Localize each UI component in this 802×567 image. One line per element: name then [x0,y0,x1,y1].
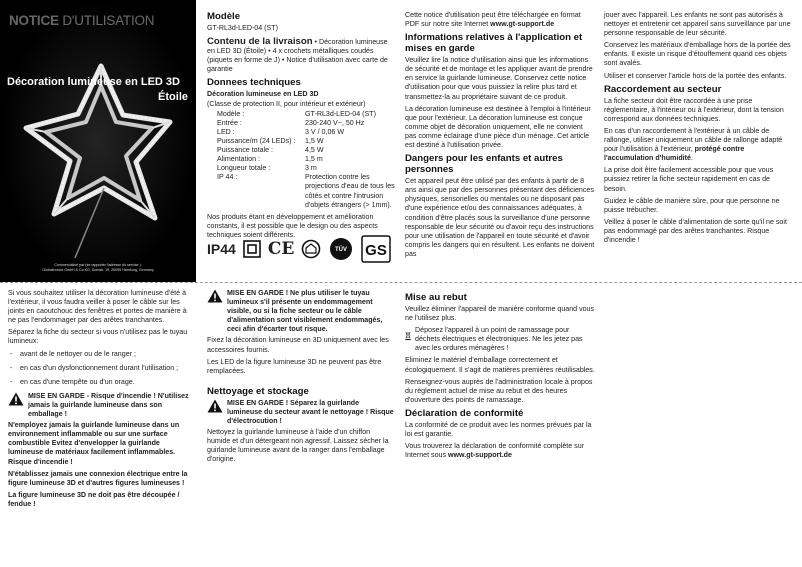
fire-warning-text: MISE EN GARDE - Risque d'incendie ! N'utilisez jamais la guirlande lumineuse dans son emballage ! [28,391,189,419]
b3-p3: Eliminez le matériel d'emballage correctement et écologiquement. Il s'agit de matières premières réutilisables. [405,356,595,374]
spec-value: 230-240 V~, 50 Hz [305,118,365,127]
unplug-list [8,350,194,387]
col4-p8: Veillez à poser le câble d'alimentation de sorte qu'il ne soit pas endommagé par des arêtes tranchantes. Risque d'incendie ! [604,217,787,244]
info-column [405,11,595,262]
tech-note: Nos produits étant en développement et amélioration constants, il est possible que le design ou des aspects techniques soient différents. [207,212,378,239]
damage-warning-text: MISE EN GARDE ! Ne plus utiliser le tuyau lumineux s'il présente un endommagement visible, ou si la fiche secteur ou le câble d'alimentation sont visiblement endommagés, ceci afin d'écarter tout risque. [227,289,383,334]
cleaning-heading: Nettoyage et stockage [207,385,309,397]
spec-label: Alimentation : [217,155,260,164]
b1-p3: N'employez jamais la guirlande lumineuse dans un environnement inflammable ou sur une surface combustible Evitez d'envelopper la guirlande lumineuse de matériaux facilement inflammables. Risque d'incendie ! [8,421,180,466]
model-heading: Modèle [207,11,241,22]
star-decoration-image [0,0,196,282]
list-item: - avant de le nettoyer ou de le ranger ; [8,350,194,359]
col4-p1: jouer avec l'appareil. Les enfants ne sont pas autorisés à nettoyer et entretenir cet appareil sans surveillance par une personne responsable de leur sécurité. [604,11,791,38]
b2-p1: Fixez la décoration lumineuse en 3D uniquement avec les accessoires fournis. [207,336,389,354]
col4-p5b: protégé contre l'accumulation d'humidité [604,145,745,163]
info-heading: Informations relatives à l'application et mises en garde [405,32,583,55]
danger-p3: Cet appareil peut être utilisé par des enfants à partir de 8 ans ainsi que par des personnes présentant des déficiences physiques, sensorielles ou mentales ou ne disposant pas d'une expérience et/ou des connaissances adéquates, à condition d'être placés sous la surveillance d'une personne responsable de leur sécurité ou d'avoir reçu des instructions pour une utilisation de l'appareil en toute sécurité et d'avoir compris les dangers qui en résultent. Les enfants ne doivent pas [405,177,595,258]
warning-icon [8,392,24,406]
fire-warning [8,392,194,419]
info-p2: La décoration lumineuse est destinée à l'emploi à l'intérieur que pour l'extérieur. La décoration lumineuse est conçue comme objet de décoration uniquement, elle ne convient pas comme éclairage d'une pièce d'un ménage. Cet article est destiné à l'utilisation privée. [405,104,591,150]
weee-notice [405,326,595,353]
b1-p1: Si vous souhaitez utiliser la décoration lumineuse d'été à l'extérieur, il vous faudra veiller à poser le câble sur les joints en caoutchouc des fenêtres et portes de manière à ne pas l'endommager par des arêtes tranchantes. [8,289,187,325]
gs-icon [361,235,391,263]
spec-value: 1,5 W [305,136,324,145]
credit-line-1: Commercialisé par (se rapporter l'adresse du service ): [54,263,142,267]
spec-label: IP 44 : [217,173,238,182]
conformity-heading: Déclaration de conformité [405,407,524,419]
ce-mark: CE [267,239,295,259]
model-tech-column [207,11,395,243]
indoor-outdoor-icon [301,239,321,259]
col4-p3: Utiliser et conserver l'article hors de la portée des enfants. [604,71,787,80]
warning-icon [207,289,223,303]
spec-label: Modèle : [217,109,245,118]
distributor-credit [10,263,186,273]
spec-value: 3 V / 0,06 W [305,127,345,136]
damage-warning [207,289,395,334]
tuv-icon [328,237,354,261]
spec-label: Longueur totale : [217,164,271,173]
col4-p7: Guidez le câble de manière sûre, pour que personne ne puisse trébucher. [604,196,780,214]
product-name: Décoration lumineuse en LED 3D [7,76,180,88]
danger-heading: Dangers pour les enfants et autres personnes [405,153,563,176]
safety-column [8,289,194,512]
disposal-column [405,289,595,463]
cleaning-column [207,289,395,468]
info-p1: Veuillez lire la notice d'utilisation ainsi que les informations de sécurité et de montage et les appliquer avant de prendre en service la guirlande lumineuse. Conservez cette notice d'utilisation pour que vous puissiez la relire plus tard et transmettez-la au propriétaire suivant de ce produit. [405,56,593,101]
b1-p2: Séparez la fiche du secteur si vous n'utilisez pas le tuyau lumineux: [8,328,188,346]
conformity-link[interactable]: www.gt-support.de [447,451,512,460]
spec-label: Puissance/m (24 LEDs) : [217,136,296,145]
tech-class: (Classe de protection II, pour intérieur et extérieur) [207,99,366,108]
b3-p2: Déposez l'appareil à un point de ramassage pour déchets électriques et électroniques. Ne les jetez pas avec les ordures ménagères ! [415,326,583,353]
electrocution-warning-text: MISE EN GARDE ! Séparez la guirlande lumineuse du secteur avant le nettoyage ! Risque d'électrocution ! [227,398,394,426]
product-photo-panel [0,0,196,282]
list-item: - en cas d'un dysfonctionnement durant l'utilisation ; [8,364,194,373]
list-item: - en cas d'une tempête ou d'un orage. [8,378,194,387]
spec-value: 1,5 m [305,155,323,164]
col4-p2: Conservez les matériaux d'emballage hors de la portée des enfants. Il existe un risque d'étouffement quand ces objets sont avalés. [604,41,791,68]
col4-p6: La prise doit être facilement accessible pour que vous puissiez retirer la fiche secteur rapidement en cas de besoin. [604,166,774,193]
intro-text: Cette notice d'utilisation peut être téléchargée en format PDF sur notre site Internet [405,11,581,29]
b3-p4: Renseignez-vous auprès de l'administration locale à propos du règlement actuel de mise au rebut et des heures d'ouverture des points de ramassage. [405,377,593,404]
credit-line-2: Globaltronics GmbH & Co.KG, Domstr. 19, 20095 Hamburg, Germany [42,268,154,272]
model-value: GT-RL3d-LED-04 (ST) [207,24,278,32]
spec-table [217,110,395,210]
tech-subheading: Décoration lumineuse en LED 3D [207,90,319,99]
b3-p5: La conformité de ce produit avec les normes prévues par la loi est garantie. [405,420,592,439]
spec-label: Puissance totale : [217,146,273,155]
spec-label: Entrée : [217,118,242,127]
certification-logos [207,235,391,263]
spec-value: GT-RL3d-LED-04 (ST) [305,109,376,118]
contents-heading: Contenu de la livraison [207,36,313,48]
col4-p5a: En cas d'un raccordement à l'extérieur à un câble de rallonge, utiliser uniquement un câble de rallonge adapté pour l'utilisation à l'extérieur, [604,126,783,154]
ip44-mark: IP44 [207,241,236,257]
tuv-mark: TÜV [335,247,348,253]
product-variant: Étoile [158,91,188,103]
b3-p1: Veuillez éliminer l'appareil de manière conforme quand vous ne l'utilisez plus. [405,305,595,323]
b1-p5: La figure lumineuse 3D ne doit pas être découpée / fendue ! [8,490,180,508]
spec-value: 4,5 W [305,146,324,155]
fold-line [0,282,802,283]
warning-icon [207,399,223,413]
contents-text: • Décoration lumineuse en LED 3D (Étoile) • 4 x crochets métalliques coudés (piquets en forme de J) • Notice d'utilisation avec carte de garantie [207,38,388,74]
tech-heading: Donnees techniques [207,77,301,89]
b1-p4: N'établissez jamais une connexion électrique entre la figure lumineuse 3D et d'autres figures lumineuses ! [8,469,188,487]
b2-p3: Nettoyez la guirlande lumineuse à l'aide d'un chiffon humide et d'un détergeant non agressif. Laissez sécher la guirlande lumineuse avant de la ranger dans l'emballage d'origine. [207,428,389,464]
support-link[interactable]: www.gt-support.de [490,20,555,29]
disposal-heading: Mise au rebut [405,292,467,303]
class-ii-icon [243,240,261,258]
b2-p2: Les LED de la figure lumineuse 3D ne peuvent pas être remplacées. [207,357,382,375]
spec-value: Protection contre les projections d'eau de tous les côtés et contre l'intrusion d'objets étrangers (> 1mm). [305,173,395,209]
electrocution-warning [207,399,395,426]
gs-mark: GS [365,242,388,259]
crossed-bin-icon [405,326,411,346]
connection-column: jouer avec l'appareil. Les enfants ne sont pas autorisés à nettoyer et entretenir cet appareil sans surveillance par une personne responsable de leur sécurité. Conservez les matériaux d'emballage hors de la portée des enfants. Il existe un risque d'étouffement quand ces objets sont avalés. Utiliser et conserver l'article hors de la portée des enfants. Raccordement au secteur La fiche secteur doit être raccordée à une prise réglementaire, à l'intérieur ou à l'extérieur, dont la tension correspond aux données techniques. En cas d'un raccordement à l'extérieur à un câble de rallonge, utiliser uniquement un câble de rallonge adapté pour l'utilisation à l'extérieur, protégé contre l'accumulation d'humidité. La prise doit être facilement accessible pour que vous puissiez retirer la fiche secteur rapidement en cas de besoin. Guidez le câble de manière sûre, pour que personne ne puisse trébucher. Veillez à poser le câble d'alimentation de sorte qu'il ne soit pas endommagé par des arêtes tranchantes. Risque d'incendie ! [604,11,794,248]
spec-label: LED : [217,127,235,136]
b3-p6: Vous trouverez la déclaration de conformité complète sur Internet sous [405,442,585,460]
col4-p4: La fiche secteur doit être raccordée à une prise réglementaire, à l'intérieur ou à l'extérieur, dont la tension correspond aux données techniques. [604,96,784,123]
connection-heading: Raccordement au secteur [604,83,722,95]
spec-value: 3 m [305,164,317,173]
